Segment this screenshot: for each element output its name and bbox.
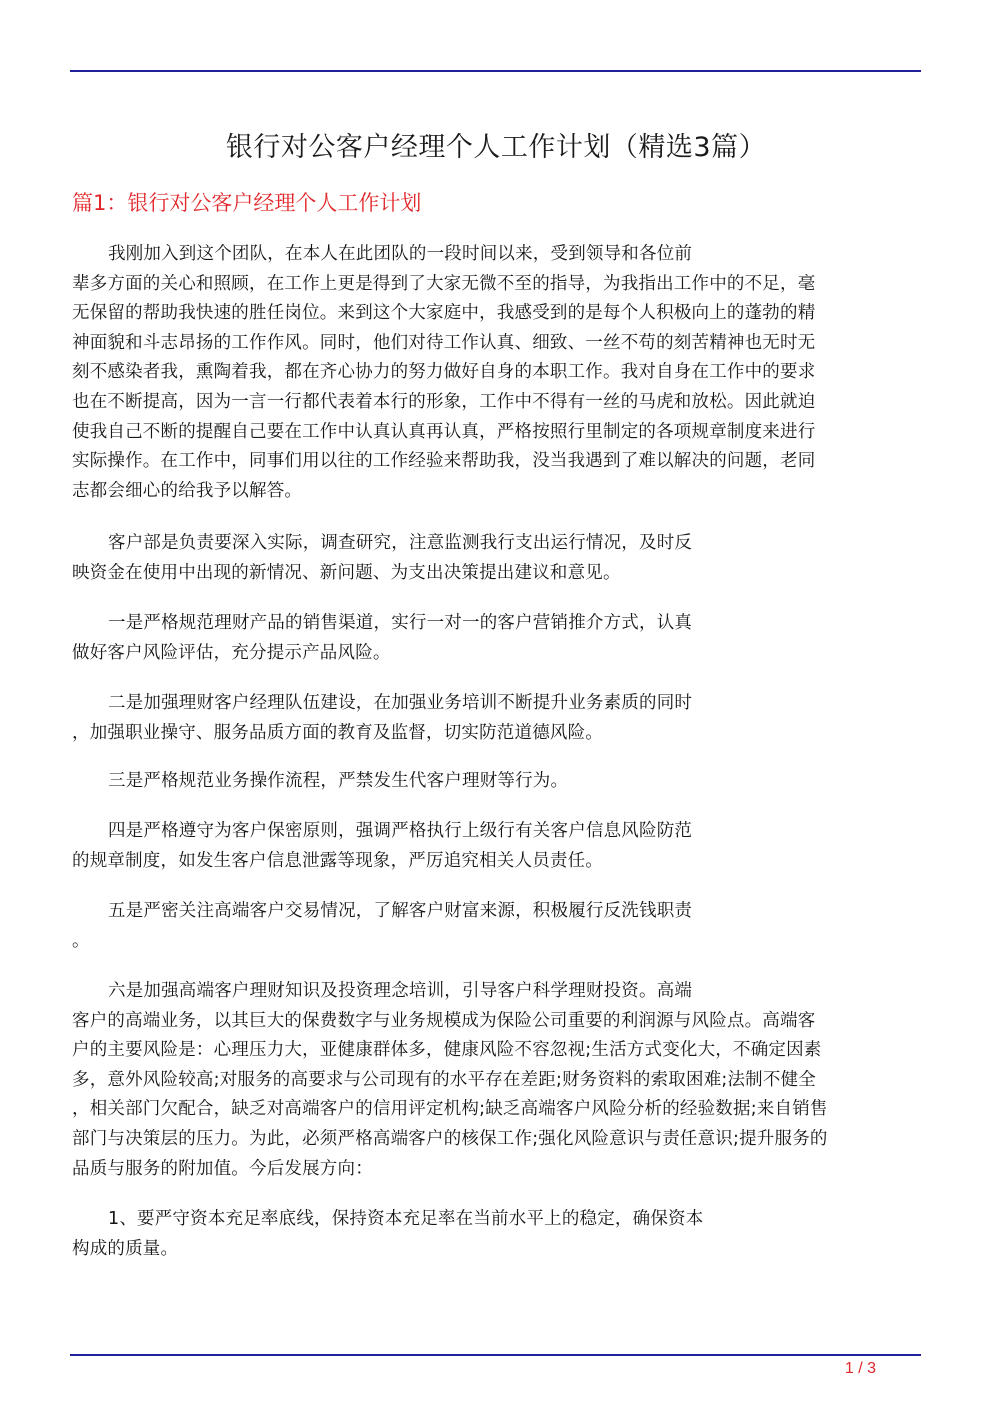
text-line: 三是严格规范业务操作流程，严禁发生代客户理财等行为。 (108, 771, 569, 791)
text-line: 五是严密关注高端客户交易情况，了解客户财富来源，积极履行反洗钱职责 (108, 901, 693, 921)
text-line: 映资金在使用中出现的新情况、新问题、为支出决策提出建议和意见。 (72, 562, 621, 583)
text-line: 做好客户风险评估，充分提示产品风险。 (72, 642, 391, 663)
text-line: 六是加强高端客户理财知识及投资理念培训，引导客户科学理财投资。高端 (108, 981, 693, 1001)
document-title: 银行对公客户经理个人工作计划（精选3篇） (225, 132, 767, 163)
text-line: 我刚加入到这个团队，在本人在此团队的一段时间以来，受到领导和各位前 (108, 244, 693, 264)
text-line: 品质与服务的附加值。今后发展方向： (72, 1158, 373, 1179)
text-line: 客户的高端业务，以其巨大的保费数字与业务规模成为保险公司重要的利润源与风险点。高端客 (72, 1010, 816, 1031)
text-line: ，加强职业操守、服务品质方面的教育及监督，切实防范道德风险。 (72, 722, 603, 743)
section-heading: 篇1：银行对公客户经理个人工作计划 (72, 191, 422, 215)
paragraph-9 (72, 1205, 922, 1264)
text-line: 使我自己不断的提醒自己要在工作中认真认真再认真，严格按照行里制定的各项规章制度来进行 (72, 421, 816, 442)
header-rule (70, 70, 921, 72)
text-line: 无保留的帮助我快速的胜任岗位。来到这个大家庭中，我感受到的是每个人积极向上的蓬勃的精 (72, 303, 816, 324)
paragraph-3 (72, 609, 922, 668)
text-line: 四是严格遵守为客户保密原则，强调严格执行上级行有关客户信息风险防范 (108, 821, 693, 841)
text-line: 志都会细心的给我予以解答。 (72, 480, 303, 501)
text-line: 实际操作。在工作中，同事们用以往的工作经验来帮助我，没当我遇到了难以解决的问题，老同 (72, 451, 816, 472)
paragraph-4 (72, 689, 922, 748)
paragraph-5 (72, 767, 922, 797)
paragraph-1 (72, 240, 922, 506)
footer-rule (70, 1354, 921, 1356)
text-line: 的规章制度，如发生客户信息泄露等现象，严厉追究相关人员责任。 (72, 850, 603, 871)
page-indicator: 1 / 3 (844, 1360, 876, 1377)
text-line: 二是加强理财客户经理队伍建设，在加强业务培训不断提升业务素质的同时 (108, 693, 693, 713)
text-line: 客户部是负责要深入实际，调查研究，注意监测我行支出运行情况，及时反 (108, 533, 693, 553)
text-line: 多，意外风险较高;对服务的高要求与公司现有的水平存在差距;财务资料的索取困难;法制不健全 (72, 1069, 816, 1090)
paragraph-6 (72, 817, 922, 876)
text-line: 神面貌和斗志昂扬的工作作风。同时，他们对待工作认真、细致、一丝不苟的刻苦精神也无时无 (72, 332, 816, 353)
text-line: 一是严格规范理财产品的销售渠道，实行一对一的客户营销推介方式，认真 (108, 613, 693, 633)
text-line: 1、要严守资本充足率底线，保持资本充足率在当前水平上的稳定，确保资本 (108, 1209, 704, 1229)
paragraph-2 (72, 529, 922, 588)
text-line: 户的主要风险是：心理压力大，亚健康群体多，健康风险不容忽视;生活方式变化大，不确定因素 (72, 1040, 822, 1061)
paragraph-8 (72, 977, 922, 1184)
text-line: 辈多方面的关心和照顾，在工作上更是得到了大家无微不至的指导，为我指出工作中的不足，毫 (72, 273, 816, 294)
text-line: 。 (72, 930, 90, 951)
text-line: 部门与决策层的压力。为此，必须严格高端客户的核保工作;强化风险意识与责任意识;提升服务的 (72, 1128, 828, 1149)
paragraph-7 (72, 897, 922, 956)
text-line: 刻不感染者我，熏陶着我，都在齐心协力的努力做好自身的本职工作。我对自身在工作中的要求 (72, 362, 816, 383)
text-line: 也在不断提高，因为一言一行都代表着本行的形象，工作中不得有一丝的马虎和放松。因此就迫 (72, 391, 816, 412)
text-line: ，相关部门欠配合，缺乏对高端客户的信用评定机构;缺乏高端客户风险分析的经验数据;来自销售 (72, 1099, 828, 1120)
text-line: 构成的质量。 (72, 1238, 179, 1259)
